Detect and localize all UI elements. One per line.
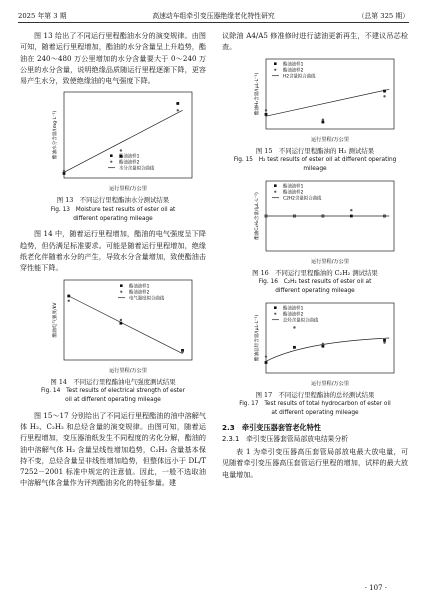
y-axis-label: 酯油H₂含量/(μL·L⁻¹) [255,72,260,115]
legend-label: 酯油油样1 [119,154,140,160]
section-title: 2.3 牵引变压器套管老化特性 [222,422,321,432]
page-number: · 107 · [364,584,387,592]
data-point-sample1 [321,344,324,347]
data-point-sample1 [350,214,353,217]
fig13-caption-en-2: different operating mileage [73,216,153,223]
chart-fig16 [222,175,408,269]
chart-fig14 [20,274,206,378]
legend-marker-sample2 [120,290,122,292]
paragraph-partial-discharge: 表 1 为牵引变压器高压套管局部放电最大放电量，可见随着牵引变压器高压套管运行里程的增加，试样的最大放电量增加。 [222,447,408,479]
legend-label: 酯油油样1 [283,61,304,67]
header-issue: 2025 年第 3 期 [18,12,67,20]
paragraph-maintenance: 议除油 A4/A5 修准修时进行滤油更新再生，不建议吊芯检查。 [222,31,408,52]
data-point-sample2 [181,350,183,352]
fig14-caption-en-2: oil at different operating mileage [65,397,161,404]
x-axis-label: 运行里程/万公里 [108,367,148,374]
data-point-sample1 [119,321,122,324]
legend-label: 酯油油样2 [119,160,140,166]
data-point-sample2 [265,214,267,216]
fig14-caption-cn: 图 14 不同运行里程酯油电气强度测试结果 [50,377,176,386]
fig13-caption-cn: 图 13 不同运行里程酯油水分测试结果 [56,196,170,205]
fig15-caption-en: Fig. 15 H₂ test results of ester oil at different operating mileage [233,157,397,173]
paragraph-electrical-strength: 图 14 中，随着运行里程增加，酯油的电气强度呈下降趋势，但仍满足标准要求。可能是随着运行里程增加，绝缘纸老化伴随着水分的产生，导致水分含量增加，致使酯油击穿性能下降。 [20,229,206,273]
chart-fig17 [222,297,408,391]
x-axis-label: 运行里程/万公里 [310,258,350,265]
fig17-caption-cn: 图 17 不同运行里程酯油的总烃测试结果 [255,390,375,399]
figure-17 [222,297,408,391]
fit-curve [266,338,389,361]
data-point-sample1 [67,294,70,297]
data-point-sample2 [322,118,324,120]
legend-marker-sample1 [274,62,277,65]
data-point-sample1 [265,113,268,116]
legend-marker-sample1 [120,284,123,287]
data-point-sample1 [293,346,296,349]
data-point-sample2 [383,341,385,343]
figure-13 [20,86,206,196]
figure-16 [222,175,408,269]
header-title: 高速动车组牵引变压器绝缘老化特性研究 [152,12,275,20]
x-axis-label: 运行里程/万公里 [108,186,148,193]
data-point-sample2 [383,214,385,216]
fit-line [69,296,183,354]
x-axis-label: 运行里程/万公里 [310,380,350,387]
data-point-sample2 [177,110,179,112]
legend-label: 酯油油样2 [283,67,304,73]
data-point-sample1 [176,103,179,106]
fit-line [266,89,389,116]
plot-frame [64,280,192,360]
y-axis-label: 酯油电气强度/kV [53,302,58,338]
header-total-issue: （总第 325 期） [357,12,409,20]
legend-marker-sample2 [274,68,276,70]
legend-label: 酯油油样1 [283,183,304,189]
subsection-title: 2.3.1 牵引变压器套管局部放电结果分析 [222,434,349,443]
legend-marker-sample2 [274,190,276,192]
data-point-sample1 [321,120,324,123]
paragraph-dissolved-gas: 图 15～17 分别给出了不同运行里程酯油的油中溶解气体 H₂、C₂H₂ 和总烃含量的演变规律。由图可知，随着运行里程增加，变压器油纸发生不同程度的劣化分解，酯油的油中溶解气体 H₂ 含量呈线性增加趋势，C₂H₂ 含量基本保持不变，总烃含量呈非线性增加趋势，但整体远小于 DL/T 7252－2001 标准中规定的注意值。因此，一般不选取油中溶解气体含量作为评判酯油劣化的特征参量。建 [20,410,206,488]
legend-label: 酯油油样2 [283,189,304,195]
fig17-caption-en-1: Fig. 17 Test results of total hydrocarbon of ester oil [239,401,391,408]
data-point-sample2 [120,318,122,320]
fig16-caption-en-2: different operating mileage [275,288,355,295]
legend-label: 总烃含量拟合曲线 [283,317,319,323]
fig17-caption-en-2: at different operating mileage [271,410,359,417]
data-point-sample1 [383,89,386,92]
legend-marker-sample1 [110,155,113,158]
data-point-sample1 [265,361,268,364]
legend-marker-sample1 [274,184,277,187]
left-column [20,30,206,489]
legend-label: 酯油油样1 [129,284,150,290]
fig15-caption-cn: 图 15 不同运行里程酯油的 H₂ 测试结果 [255,146,375,155]
legend-label: 酯油油样2 [283,311,304,317]
legend-label: 水分含量拟合曲线 [119,166,155,172]
y-axis-label: 酯油水分含量/(mg·L⁻¹) [53,111,58,160]
legend-marker-sample2 [110,161,112,163]
data-point-sample2 [322,342,324,344]
data-point-sample2 [322,214,324,216]
y-axis-label: 酯油C₂H₂含量/(μL·L⁻¹) [255,191,260,240]
figure-14 [20,274,206,378]
fig16-caption-en-1: Fig. 16 C₂H₂ test results of ester oil at [258,279,372,286]
data-point-sample1 [63,172,66,175]
data-point-sample2 [120,150,122,152]
figure-15 [222,53,408,147]
fig16-caption-cn: 图 16 不同运行里程酯油的 C₂H₂ 测试结果 [252,268,378,277]
legend-marker-sample2 [274,312,276,314]
data-point-sample2 [265,355,267,357]
data-point-sample2 [350,209,352,211]
running-header [18,8,409,23]
legend-label: C2H2含量拟合曲线 [283,195,322,201]
legend-marker-sample1 [274,306,277,309]
right-column [222,30,408,480]
x-axis-label: 运行里程/万公里 [310,136,350,143]
legend-label: 酯油油样2 [129,290,150,296]
data-point-sample2 [293,214,295,216]
data-point-sample2 [383,95,385,97]
legend-label: 电气强度拟合曲线 [129,296,165,302]
legend-label: 酯油油样1 [283,305,304,311]
fig13-caption-en-1: Fig. 13 Moisture test results of ester oil at [50,207,176,214]
data-point-sample2 [63,170,65,172]
paragraph-moisture: 图 13 给出了不同运行里程酯油水分的演变规律。由图可知，随着运行里程增加，酯油的水分含量呈上升趋势，酯油在 240～480 万公里增加的水分含量要大于 0～240 万公里的水分含量，说明绝缘品质随运行里程逐渐下降，更容易产生水分，致使绝缘油的电气强度下降。 [20,31,206,86]
legend-label: H2含量拟合曲线 [283,73,316,79]
chart-fig15 [222,53,408,147]
data-point-sample2 [293,326,295,328]
data-point-sample2 [68,299,70,301]
y-axis-label: 酯油总烃含量/(μL·L⁻¹) [255,314,260,361]
fig14-caption-en-1: Fig. 14 Test results of electrical strength of ester [41,388,185,395]
chart-fig13 [20,86,206,196]
data-point-sample2 [265,109,267,111]
data-point-sample1 [383,339,386,342]
